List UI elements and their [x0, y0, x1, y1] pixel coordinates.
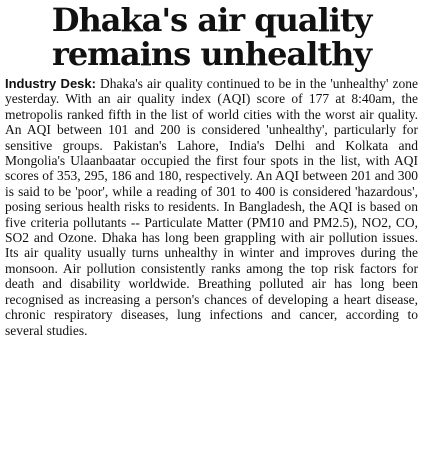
- headline: [5, 3, 418, 71]
- headline-line-2: remains unhealthy: [51, 35, 372, 73]
- article-body: [5, 76, 418, 338]
- byline: Industry Desk:: [5, 76, 96, 91]
- headline-line-1: Dhaka's air quality: [51, 1, 372, 39]
- article-text: Dhaka's air quality continued to be in the 'unhealthy' zone yesterday. With an air quality index (AQI) score of 177 at 8:40am, the metropolis ranked fifth in the list of world cities with the worst air quality. An AQI between 101 and 200 is considered 'unhealthy', particularly for sensitive groups. Pakistan's Lahore, India's Delhi and Kolkata and Mongolia's Ulaanbaatar occupied the first four spots in the list, with AQI scores of 353, 295, 186 and 180, respectively. An AQI between 201 and 300 is said to be 'poor', while a reading of 301 to 400 is considered 'hazardous', posing serious health risks to residents. In Bangladesh, the AQI is based on five criteria pollutants -- Particulate Matter (PM10 and PM2.5), NO2, CO, SO2 and Ozone. Dhaka has long been grappling with air pollution issues. Its air quality usually turns unhealthy in winter and improves during the monsoon. Air pollution consistently ranks among the top risk factors for death and disability worldwide. Breathing polluted air has long been recognised as increasing a person's chances of developing a heart disease, chronic respiratory diseases, lung infections and cancer, according to several studies.: [5, 76, 418, 338]
